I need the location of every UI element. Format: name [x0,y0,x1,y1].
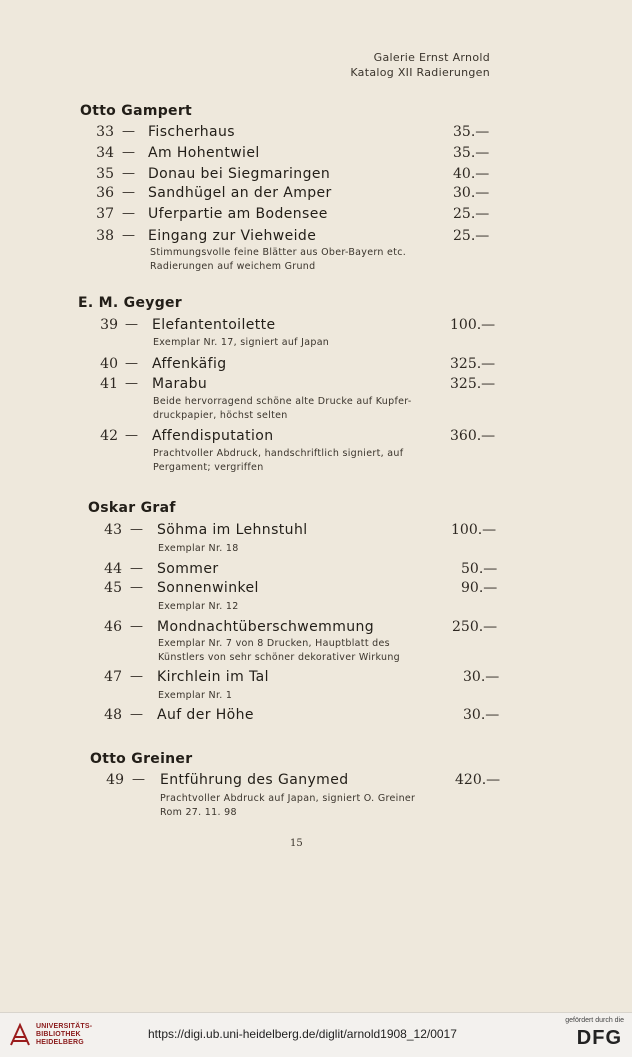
entry-dash: — [122,145,135,160]
entry-note: Prachtvoller Abdruck, handschriftlich signiert, auf [153,448,404,459]
catalog-entry [0,619,632,639]
entry-dash: — [130,561,143,576]
entry-title: Am Hohentwiel [148,145,260,161]
entry-dash: — [125,376,138,391]
entry-note: Radierungen auf weichem Grund [150,261,316,272]
funding-label: gefördert durch die [565,1017,624,1024]
entry-number: 46 [104,619,122,635]
catalog-entry [0,166,632,186]
catalog-entry [0,522,632,542]
entry-note: Pergament; vergriffen [153,462,264,473]
entry-price: 100.— [451,522,497,538]
entry-dash: — [122,166,135,181]
entry-dash: — [122,185,135,200]
entry-title: Marabu [152,376,208,392]
entry-dash: — [130,619,143,634]
entry-price: 30.— [453,185,490,201]
entry-dash: — [130,707,143,722]
catalog-entry [0,124,632,144]
entry-price: 360.— [450,428,496,444]
entry-price: 420.— [455,772,501,788]
viewer-footer [0,1012,632,1057]
entry-note: Exemplar Nr. 7 von 8 Drucken, Hauptblatt des [158,638,390,649]
artist-heading: Oskar Graf [88,500,176,516]
entry-dash: — [130,522,143,537]
entry-title: Fischerhaus [148,124,235,140]
catalog-entry [0,376,632,396]
entry-note: Exemplar Nr. 12 [158,601,239,612]
entry-price: 30.— [463,669,500,685]
entry-note: Exemplar Nr. 1 [158,690,233,701]
entry-note: Künstlers von sehr schöner dekorativer Wirkung [158,652,400,663]
entry-price: 325.— [450,376,496,392]
catalog-entry [0,669,632,689]
artist-heading: Otto Greiner [90,751,193,767]
entry-price: 30.— [463,707,500,723]
entry-title: Kirchlein im Tal [157,669,269,685]
entry-number: 36 [96,185,114,201]
document-url[interactable]: https://digi.ub.uni-heidelberg.de/diglit/arnold1908_12/0017 [148,1027,457,1041]
catalog-entry [0,356,632,376]
catalog-entry [0,772,632,792]
catalog-entry [0,145,632,165]
page-header [350,50,490,80]
entry-note: Stimmungsvolle feine Blätter aus Ober-Bayern etc. [150,247,407,258]
catalog-entry [0,707,632,727]
entry-title: Entführung des Ganymed [160,772,349,788]
catalog-entry [0,428,632,448]
entry-number: 42 [100,428,118,444]
page-number: 15 [290,838,303,849]
entry-title: Eingang zur Viehweide [148,228,317,244]
entry-dash: — [122,206,135,221]
entry-title: Donau bei Siegmaringen [148,166,331,182]
catalog-entry [0,228,632,248]
entry-number: 38 [96,228,114,244]
entry-number: 48 [104,707,122,723]
catalog-entry [0,317,632,337]
entry-price: 35.— [453,145,490,161]
library-name: UNIVERSITÄTS- BIBLIOTHEK HEIDELBERG [36,1023,93,1046]
entry-number: 37 [96,206,114,222]
entry-dash: — [132,772,145,787]
entry-number: 45 [104,580,122,596]
catalog-name: Katalog XII Radierungen [350,66,490,79]
entry-price: 90.— [461,580,498,596]
entry-price: 250.— [452,619,498,635]
entry-dash: — [122,228,135,243]
entry-price: 50.— [461,561,498,577]
entry-dash: — [125,317,138,332]
entry-note: Beide hervorragend schöne alte Drucke auf Kupfer- [153,396,412,407]
entry-price: 100.— [450,317,496,333]
entry-price: 25.— [453,228,490,244]
entry-price: 25.— [453,206,490,222]
entry-title: Affenkäfig [152,356,227,372]
entry-dash: — [130,580,143,595]
entry-title: Sandhügel an der Amper [148,185,332,201]
dfg-logo: DFG [576,1027,622,1049]
entry-number: 44 [104,561,122,577]
entry-number: 49 [106,772,124,788]
catalog-entry [0,185,632,205]
entry-note: druckpapier, höchst selten [153,410,288,421]
entry-number: 40 [100,356,118,372]
entry-title: Auf der Höhe [157,707,254,723]
catalog-entry [0,206,632,226]
entry-number: 34 [96,145,114,161]
entry-title: Sommer [157,561,219,577]
entry-number: 35 [96,166,114,182]
gallery-name: Galerie Ernst Arnold [373,51,490,64]
entry-dash: — [125,428,138,443]
entry-price: 325.— [450,356,496,372]
entry-title: Elefantentoilette [152,317,276,333]
entry-title: Sonnenwinkel [157,580,259,596]
entry-note: Rom 27. 11. 98 [160,807,237,818]
entry-note: Prachtvoller Abdruck auf Japan, signiert O. Greiner [160,793,416,804]
entry-title: Mondnachtüberschwemmung [157,619,375,635]
entry-dash: — [130,669,143,684]
entry-number: 43 [104,522,122,538]
entry-note: Exemplar Nr. 17, signiert auf Japan [153,337,330,348]
entry-number: 47 [104,669,122,685]
entry-title: Uferpartie am Bodensee [148,206,328,222]
entry-title: Affendisputation [152,428,274,444]
entry-price: 35.— [453,124,490,140]
entry-price: 40.— [453,166,490,182]
artist-heading: Otto Gampert [80,103,193,119]
library-logo-icon [8,1021,32,1049]
artist-heading: E. M. Geyger [78,295,183,311]
entry-dash: — [125,356,138,371]
catalog-entry [0,561,632,581]
entry-number: 33 [96,124,114,140]
catalog-entry [0,580,632,600]
entry-number: 41 [100,376,118,392]
entry-note: Exemplar Nr. 18 [158,543,239,554]
entry-dash: — [122,124,135,139]
entry-title: Söhma im Lehnstuhl [157,522,308,538]
entry-number: 39 [100,317,118,333]
